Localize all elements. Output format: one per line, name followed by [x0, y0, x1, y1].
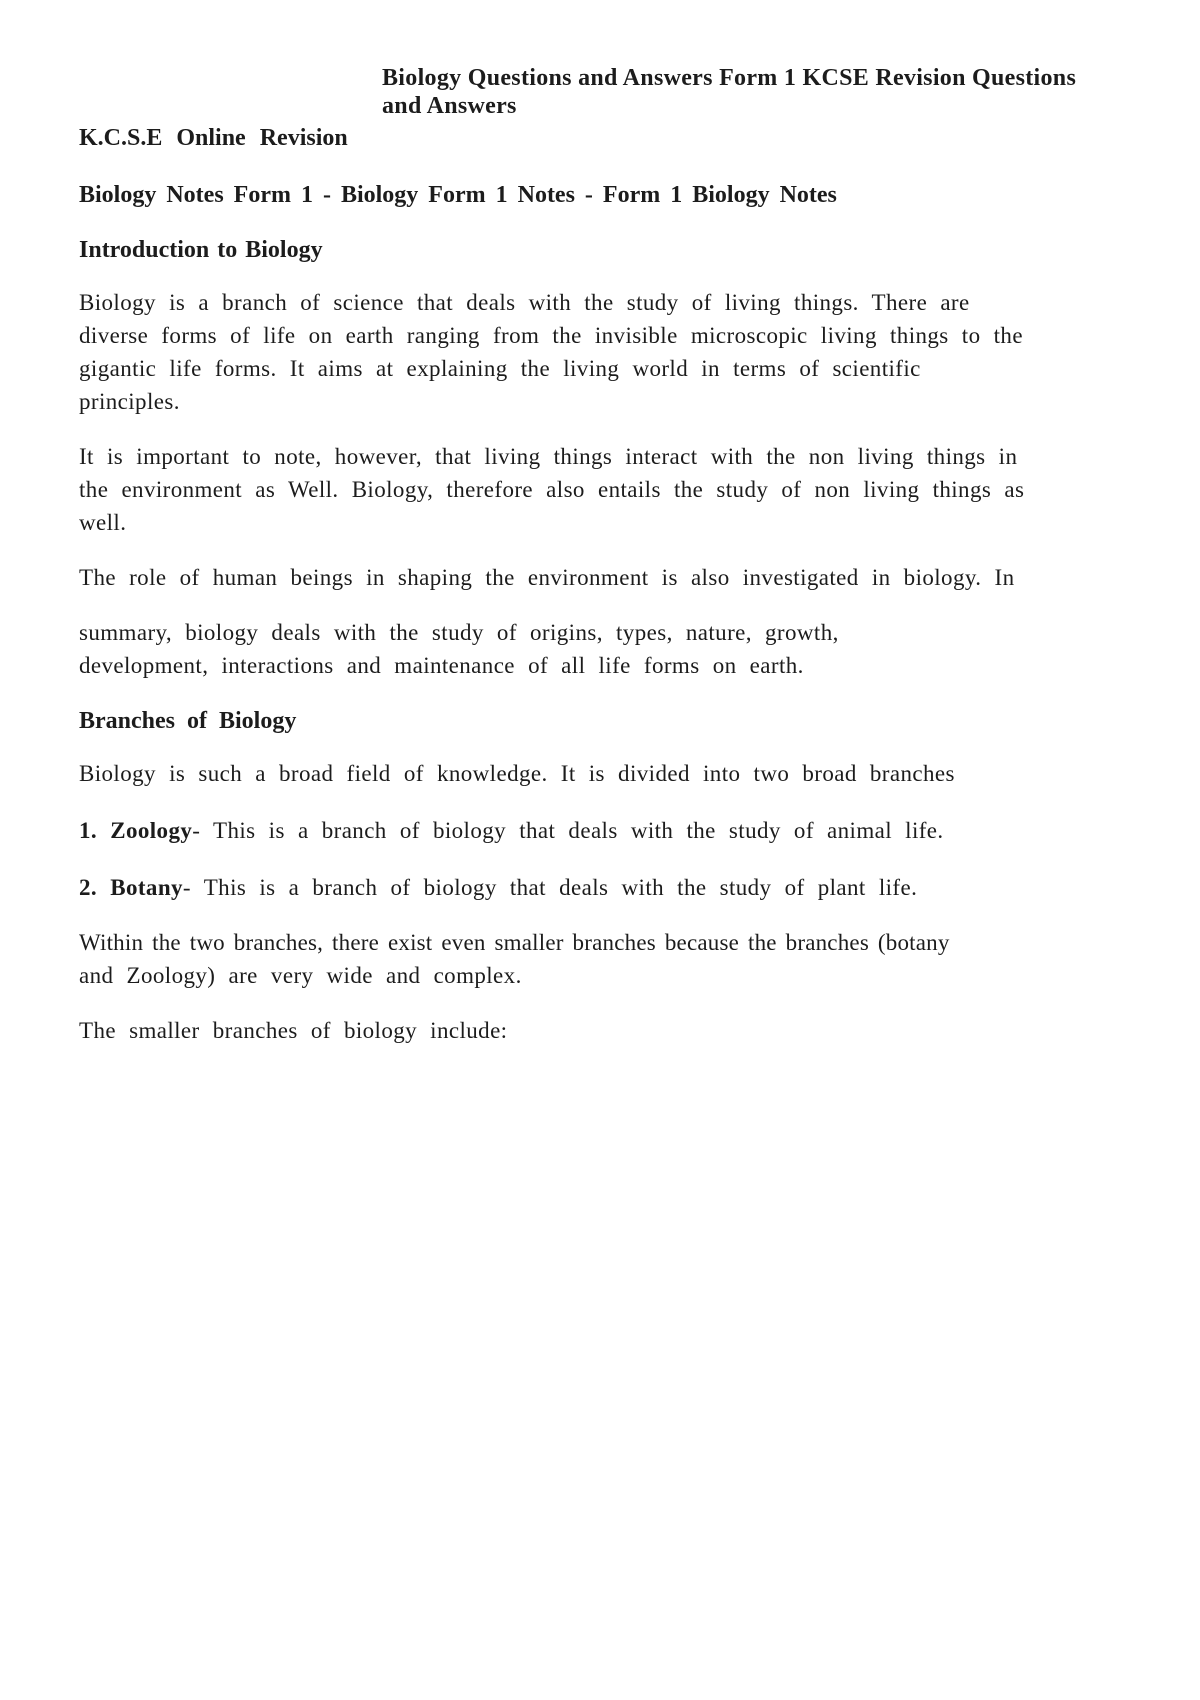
intro-paragraph-3-line: The role of human beings in shaping the environment is also investigated in biology. In [79, 565, 1015, 590]
document-content [79, 124, 1119, 1047]
intro-paragraph-1-line: principles. [79, 389, 180, 414]
intro-paragraph-1-line: gigantic life forms. It aims at explaining the living world in terms of scientific [79, 356, 921, 381]
branch-item-text: - This is a branch of biology that deals with the study of animal life. [192, 818, 944, 843]
intro-paragraph-2-line: the environment as Well. Biology, therefore also entails the study of non living things as [79, 477, 1025, 502]
intro-paragraph-4-line: summary, biology deals with the study of origins, types, nature, growth, [79, 620, 839, 645]
branch-item-number: 2. [79, 875, 98, 900]
branches-heading: Branches of Biology [79, 708, 297, 734]
notes-title: Biology Notes Form 1 - Biology Form 1 Notes - Form 1 Biology Notes [79, 182, 837, 208]
intro-paragraph-4-line: development, interactions and maintenance of all life forms on earth. [79, 653, 804, 678]
intro-paragraph-2-line: It is important to note, however, that living things interact with the non living things in [79, 444, 1018, 469]
within-branches-line: and Zoology) are very wide and complex. [79, 963, 522, 988]
branch-item-botany [79, 871, 1119, 904]
intro-paragraph-1-line: diverse forms of life on earth ranging from the invisible microscopic living things to the [79, 323, 1023, 348]
branches-intro-line: Biology is such a broad field of knowledge. It is divided into two broad branches [79, 761, 955, 786]
branch-item-number: 1. [79, 818, 98, 843]
within-branches-line: Within the two branches, there exist even smaller branches because the branches (botany [79, 930, 950, 955]
intro-paragraph-4 [79, 616, 1119, 682]
intro-paragraph-2 [79, 440, 1119, 539]
within-branches-paragraph [79, 926, 1119, 992]
intro-paragraph-1-line: Biology is a branch of science that deals with the study of living things. There are [79, 290, 970, 315]
branch-item-text: - This is a branch of biology that deals with the study of plant life. [182, 875, 918, 900]
smaller-branches-line: The smaller branches of biology include: [79, 1018, 508, 1043]
branches-intro [79, 757, 1119, 790]
smaller-branches-paragraph [79, 1014, 1119, 1047]
intro-paragraph-3 [79, 561, 1119, 594]
intro-paragraph-1 [79, 286, 1119, 418]
site-label: K.C.S.E Online Revision [79, 125, 348, 151]
branch-item-term: Zoology [110, 818, 193, 843]
intro-paragraph-2-line: well. [79, 510, 127, 535]
document-title-line-2: and Answers [382, 93, 517, 119]
intro-heading: Introduction to Biology [79, 237, 323, 263]
document-title [382, 64, 1142, 120]
branch-item-zoology [79, 814, 1119, 847]
document-title-line-1: Biology Questions and Answers Form 1 KCSE Revision Questions [382, 65, 1077, 91]
branch-item-term: Botany [110, 875, 183, 900]
